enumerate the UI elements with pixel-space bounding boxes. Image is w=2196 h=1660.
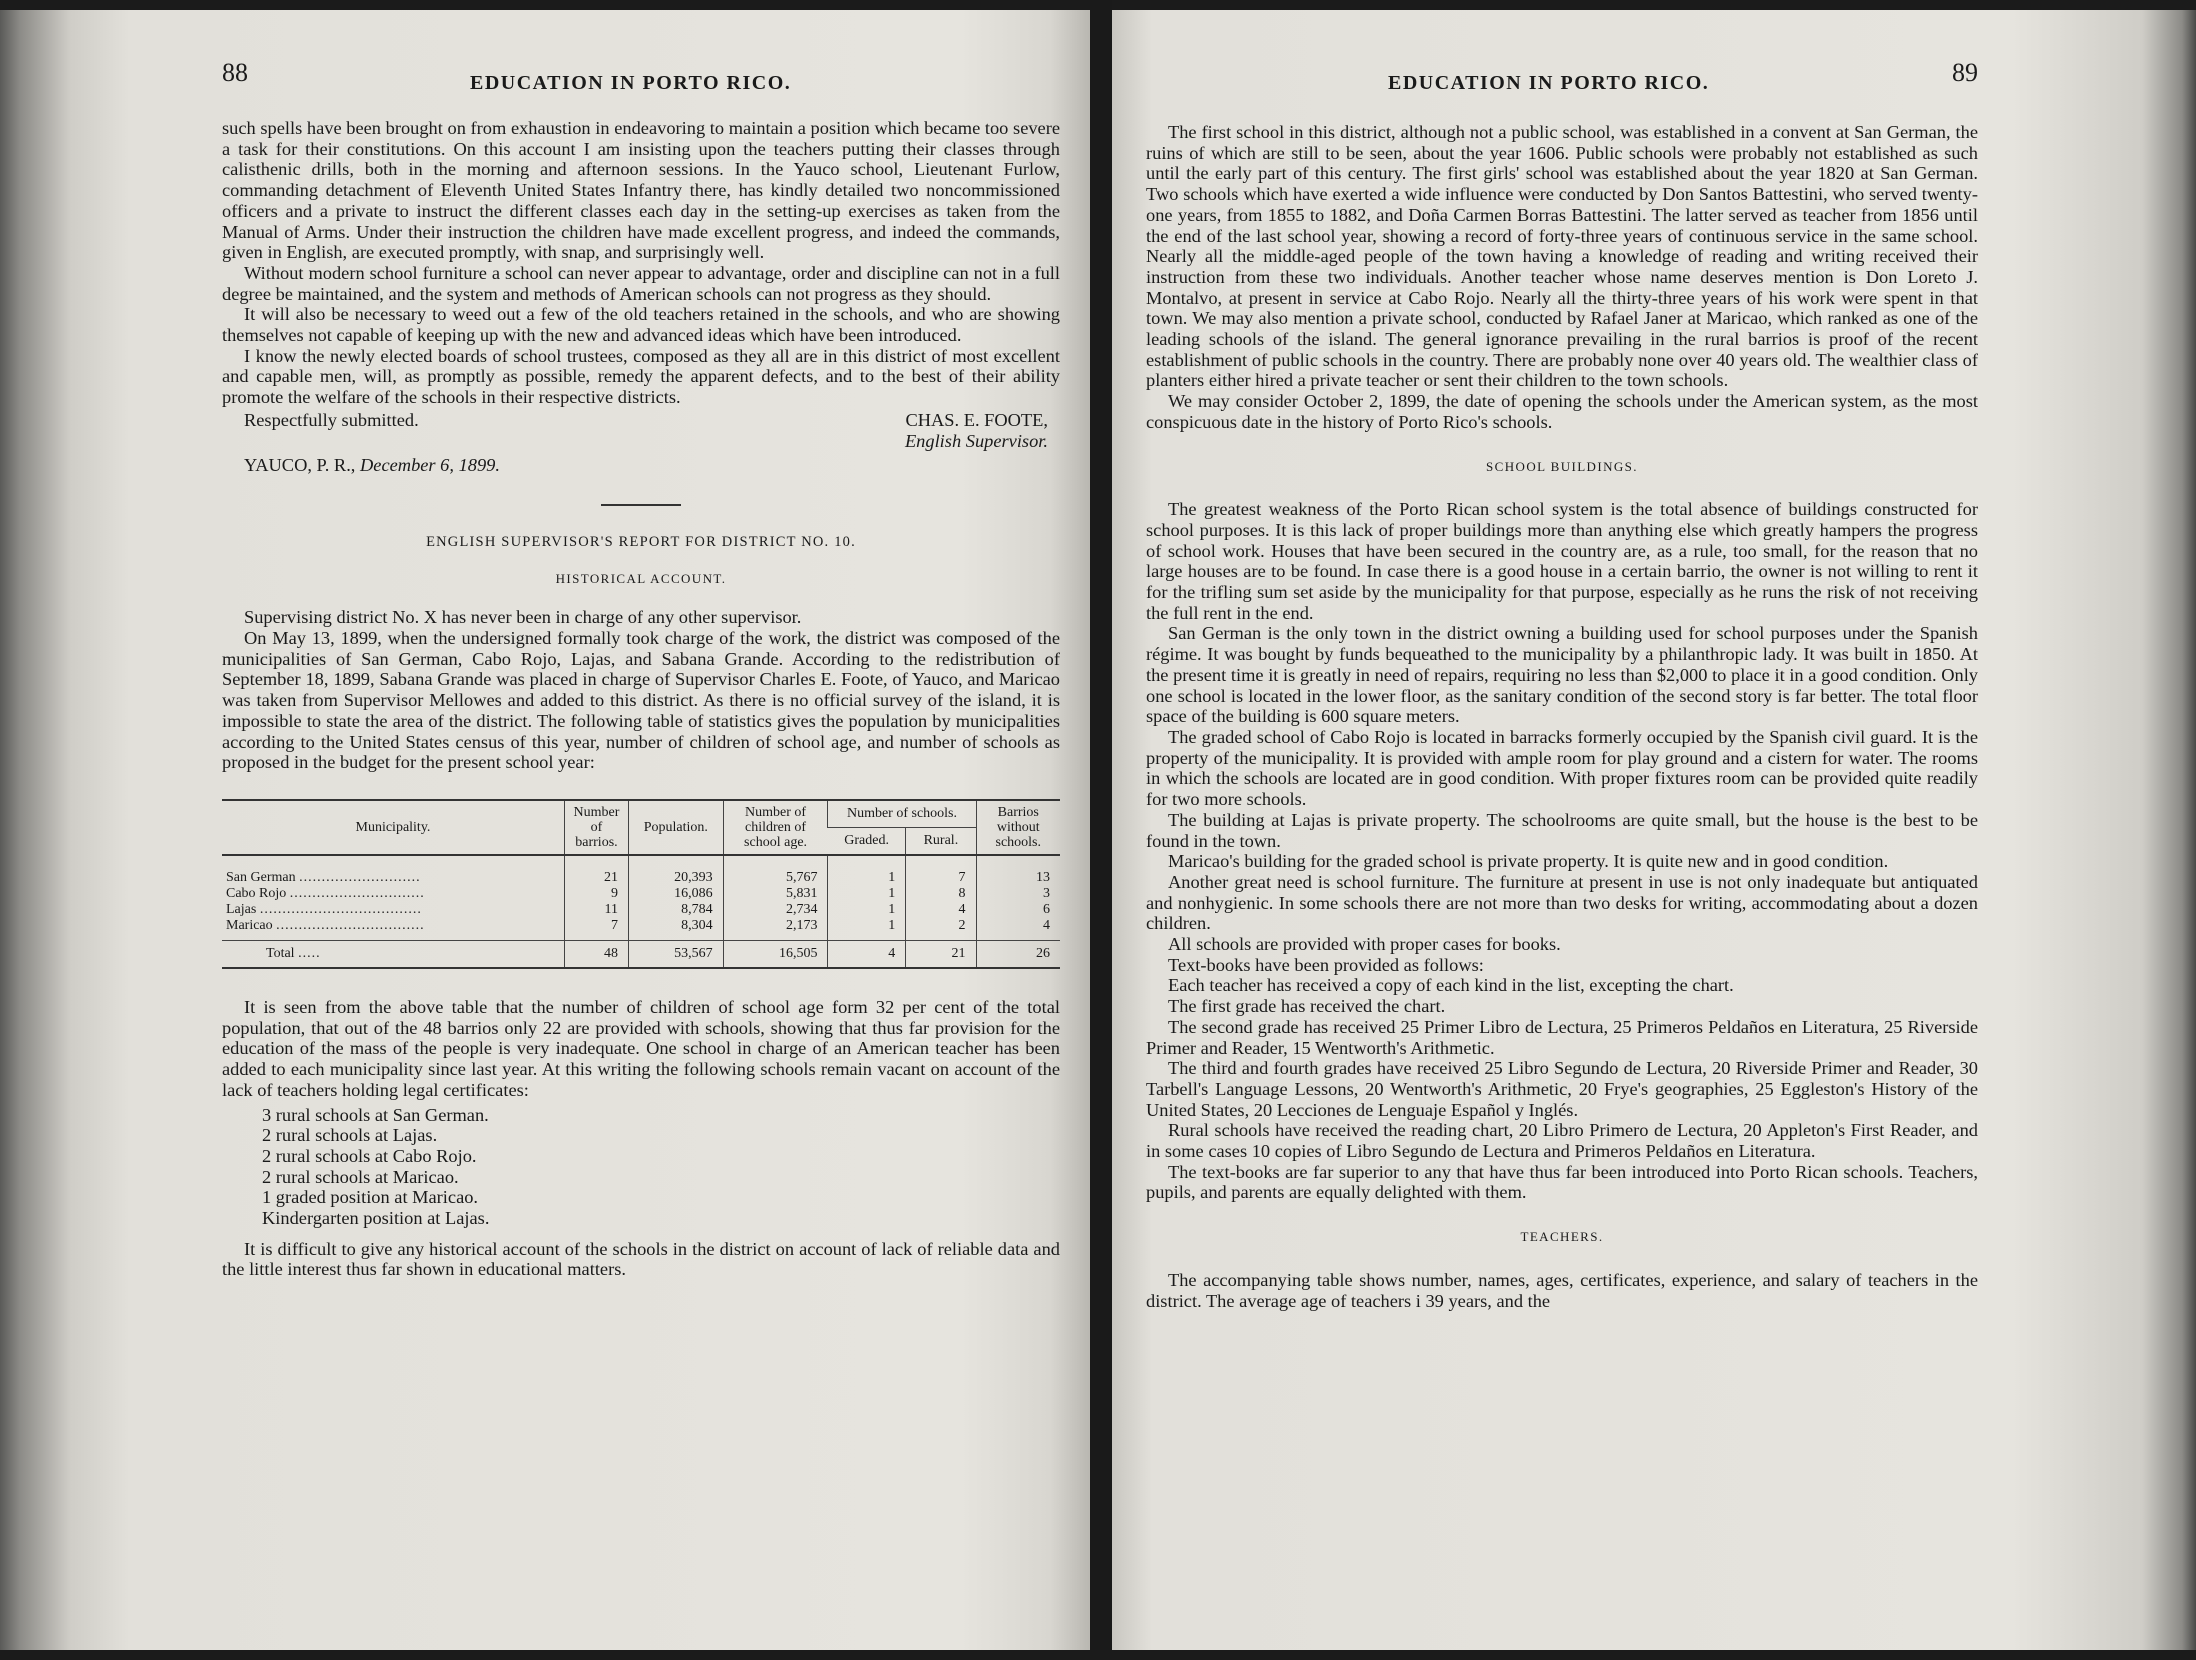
place: YAUCO, P. R., <box>244 455 356 476</box>
col-municipality: Municipality. <box>222 800 564 855</box>
paragraph: I know the newly elected boards of school trustees, composed as they all are in this district of most excellent and capable men, will, as promptly as possible, remedy the apparent defects, and to the best of their ability promote the welfare of the schools in their respective districts. <box>222 345 1060 408</box>
table-row: Maricao ................................. 7 8,304 2,173 1 2 4 <box>222 918 1060 941</box>
signer-title: English Supervisor. <box>904 430 1048 451</box>
cell-name: Total <box>266 945 295 961</box>
cell: 8,304 <box>629 918 724 941</box>
list-item: 2 rural schools at Cabo Rojo. <box>262 1145 477 1166</box>
list-item: 3 rural schools at San German. <box>262 1104 489 1125</box>
section-heading: HISTORICAL ACCOUNT. <box>555 570 727 586</box>
col-schools-group: Number of schools. <box>828 800 976 828</box>
col-barrios: Number of barrios. <box>564 800 628 855</box>
col-without: Barrios without schools. <box>976 800 1060 855</box>
list-item: 2 rural schools at Maricao. <box>262 1166 459 1187</box>
page-number: 88 <box>222 58 248 87</box>
cell: 5,767 <box>723 855 828 886</box>
paragraph: On May 13, 1899, when the undersigned formally took charge of the work, the district was composed of the municipalities of San German, Cabo Rojo, Lajas, and Sabana Grande. According to the redistribution of September 18, 1899, Sabana Grande was placed in charge of Supervisor Charles E. Foote, of Yauco, and Maricao was taken from Supervisor Mellowes and added to this district. As there is no official survey of the island, it is impossible to state the area of the district. The following table of statistics gives the population by municipalities according to the United States census of this year, number of children of school age, and number of schools as proposed in the budget for the present school year: <box>222 628 1060 773</box>
cell: 1 <box>828 886 906 902</box>
cell: 4 <box>976 918 1060 941</box>
cell: 21 <box>906 940 976 968</box>
section-heading: SCHOOL BUILDINGS. <box>1486 458 1638 474</box>
cell: 48 <box>564 940 628 968</box>
col-rural: Rural. <box>906 827 976 855</box>
paragraph: such spells have been brought on from exhaustion in endeavoring to maintain a position which became too severe a task for their constitutions. On this account I am insisting upon the teachers putting their classes through calisthenic drills, both in the morning and afternoon sessions. In the Yauco school, Lieutenant Furlow, commanding detachment of Eleventh United States Infantry there, has kindly detailed two noncommissioned officers and a private to instruct the different classes each day in the setting-up exercises as taken from the Manual of Arms. Under their instruction the children have made excellent progress, and indeed the commands, given in English, are executed promptly, with snap, and surprisingly well. <box>222 118 1060 263</box>
cell: 2 <box>906 918 976 941</box>
left-text-column <box>222 118 1060 1280</box>
list-item: 2 rural schools at Lajas. <box>262 1125 438 1146</box>
table-total-row: Total ..... 48 53,567 16,505 4 21 26 <box>222 940 1060 968</box>
col-population: Population. <box>629 800 724 855</box>
right-text-column <box>1146 122 1978 1311</box>
page-number: 89 <box>1952 58 1978 87</box>
paragraph: The first grade has received the chart. <box>1168 996 1446 1017</box>
paragraph: San German is the only town in the district owning a building used for school purposes under the Spanish régime. It was bought by funds bequeathed to the municipality by a philanthropic lady. It was built in 1850. At the present time it is greatly in need of repairs, requiring no less than $2,000 to place it in a good condition. Only one school is located in the lower floor, as the sanitary condition of the second story is far better. The total floor space of the building is 600 square meters. <box>1146 623 1978 727</box>
paragraph: Each teacher has received a copy of each kind in the list, excepting the chart. <box>1168 975 1734 996</box>
cell-name: Cabo Rojo <box>226 885 287 901</box>
cell: 2,734 <box>723 902 828 918</box>
cell-name: San German <box>226 869 296 885</box>
date: December 6, 1899. <box>360 455 500 476</box>
cell: 13 <box>976 855 1060 886</box>
cell: 1 <box>828 918 906 941</box>
paragraph: Supervising district No. X has never been in charge of any other supervisor. <box>244 607 802 628</box>
paragraph: The text-books are far superior to any that have thus far been introduced into Porto Rican schools. Teachers, pupils, and parents are equally delighted with them. <box>1146 1161 1978 1203</box>
paragraph: The second grade has received 25 Primer Libro de Lectura, 25 Primeros Peldaños en Literatura, 25 Riverside Primer and Reader, 15 Wentworth's Arithmetic. <box>1146 1016 1978 1058</box>
paragraph: All schools are provided with proper cases for books. <box>1168 934 1561 955</box>
col-graded: Graded. <box>828 827 906 855</box>
cell: 6 <box>976 902 1060 918</box>
scan-bottom-edge <box>0 1650 2196 1660</box>
paragraph: The third and fourth grades have received 25 Libro Segundo de Lectura, 20 Riverside Primer and Reader, 30 Tarbell's Language Lessons, 20 Wentworth's Arithmetic, 20 Frye's geographies, 25 Eggleston's History of the United States, 20 Lecciones de Lenguaje Español y Inglés. <box>1146 1058 1978 1120</box>
list-item: Kindergarten position at Lajas. <box>262 1208 490 1229</box>
paragraph: The first school in this district, although not a public school, was established in a convent at San German, the ruins of which are still to be seen, about the year 1606. Public schools were probably not established as such until the early part of this century. The first girls' school was established about the year 1820 at San German. Two schools which have exerted a wide influence were conducted by Don Santos Battestini, who served twenty-one years, from 1855 to 1882, and Doña Carmen Borras Battestini. The latter served as teacher from 1856 until the end of the last school year, showing a record of forty-three years of continuous service in the same school. Nearly all the middle-aged people of the town having a knowledge of reading and writing received their instruction from these two individuals. Another teacher whose name deserves mention is Don Loreto J. Montalvo, at present in service at Cabo Rojo. Nearly all the thirty-three years of his work were spent in that town. We may also mention a private school, conducted by Rafael Janer at Maricao, which ranked as one of the leading schools of the island. The general ignorance prevailing in the rural barrios is proof of the recent establishment of public schools in the country. There are probably none over 40 years old. The wealthier class of planters either hired a private teacher or sent their children to the town schools. <box>1146 122 1978 391</box>
paragraph: Rural schools have received the reading chart, 20 Libro Primero de Lectura, 20 Appleton's First Reader, and in some cases 10 copies of Libro Segundo de Lectura and Primeros Peldaños en Literatura. <box>1146 1120 1978 1162</box>
col-children: Number of children of school age. <box>723 800 828 855</box>
cell: 5,831 <box>723 886 828 902</box>
cell: 3 <box>976 886 1060 902</box>
cell: 8,784 <box>629 902 724 918</box>
paragraph: Text-books have been provided as follows: <box>1168 954 1484 975</box>
closing: Respectfully submitted. <box>244 409 419 430</box>
left-page <box>0 10 1090 1650</box>
statistics-table <box>222 799 1060 969</box>
table-row: Lajas .................................... 11 8,784 2,734 1 4 6 <box>222 902 1060 918</box>
running-head: EDUCATION IN PORTO RICO. <box>1388 72 1710 94</box>
cell: 4 <box>906 902 976 918</box>
section-rule <box>601 504 681 506</box>
right-page <box>1112 10 2196 1650</box>
cell: 2,173 <box>723 918 828 941</box>
cell: 9 <box>564 886 628 902</box>
signature-block <box>222 410 1060 451</box>
paragraph: The building at Lajas is private property. The schoolrooms are quite small, but the house is the best to be found in the town. <box>1146 809 1978 851</box>
list-item: 1 graded position at Maricao. <box>262 1187 479 1208</box>
cell: 53,567 <box>629 940 724 968</box>
paragraph: Another great need is school furniture. The furniture at present in use is not only inadequate but antiquated and nonhygienic. In some schools there are not more than two desks for writing, accommodating about a dozen children. <box>1146 871 1978 934</box>
place-date <box>222 455 1060 476</box>
cell: 21 <box>564 855 628 886</box>
cell: 1 <box>828 855 906 886</box>
paragraph: Without modern school furniture a school can never appear to advantage, order and discipline can not in a full degree be maintained, and the system and methods of American schools can not progress as they should. <box>222 262 1060 304</box>
cell: 26 <box>976 940 1060 968</box>
cell-name: Lajas <box>226 901 257 917</box>
paragraph: The greatest weakness of the Porto Rican school system is the total absence of buildings constructed for school purposes. It is this lack of proper buildings more than anything else which greatly hampers the progress of school work. Houses that have been secured in the country are, as a rule, too small, for the reason that no large houses are to be found. In case there is a good house in a certain barrio, the owner is not willing to rent it for the trifling sum set aside by the municipality for that purpose, especially as he runs the risk of not receiving the full rent in the end. <box>1146 499 1978 623</box>
paragraph: It is difficult to give any historical account of the schools in the district on account of lack of reliable data and the little interest thus far shown in educational matters. <box>222 1238 1060 1280</box>
cell: 20,393 <box>629 855 724 886</box>
running-head: EDUCATION IN PORTO RICO. <box>470 72 792 94</box>
cell: 16,086 <box>629 886 724 902</box>
paragraph: It will also be necessary to weed out a few of the old teachers retained in the schools, and who are showing themselves not capable of keeping up with the new and advanced ideas which have been introduced. <box>222 304 1060 346</box>
cell: 1 <box>828 902 906 918</box>
paragraph: Maricao's building for the graded school is private property. It is quite new and in good condition. <box>1168 851 1889 872</box>
cell: 7 <box>564 918 628 941</box>
section-heading: TEACHERS. <box>1520 1229 1604 1245</box>
cell: 4 <box>828 940 906 968</box>
cell: 11 <box>564 902 628 918</box>
signer-name: CHAS. E. FOOTE, <box>905 409 1048 430</box>
cell: 7 <box>906 855 976 886</box>
paragraph: It is seen from the above table that the number of children of school age form 32 per cent of the total population, that out of the 48 barrios only 22 are provided with schools, showing that thus far provision for the education of the mass of the people is very inadequate. One school in charge of an American teacher has been added to each municipality since last year. At this writing the following schools remain vacant on account of the lack of teachers holding legal certificates: <box>222 996 1060 1100</box>
cell: 8 <box>906 886 976 902</box>
table-row: Cabo Rojo .............................. 9 16,086 5,831 1 8 3 <box>222 886 1060 902</box>
paragraph: The accompanying table shows number, names, ages, certificates, experience, and salary of teachers in the district. The average age of teachers i 39 years, and the <box>1146 1269 1978 1311</box>
book-gutter <box>1090 0 1112 1660</box>
cell: 16,505 <box>723 940 828 968</box>
vacancy-list <box>262 1105 1060 1229</box>
paragraph: The graded school of Cabo Rojo is located in barracks formerly occupied by the Spanish civil guard. It is the property of the municipality. It is provided with ample room for play ground and a cistern for water. The rooms in which the schools are located are in good condition. With proper fixtures room can be provided quite readily for two more schools. <box>1146 726 1978 810</box>
cell-name: Maricao <box>226 917 273 933</box>
paragraph: We may consider October 2, 1899, the date of opening the schools under the American system, as the most conspicuous date in the history of Porto Rico's schools. <box>1146 391 1978 432</box>
table-row: San German ........................... 21 20,393 5,767 1 7 13 <box>222 855 1060 886</box>
report-heading: ENGLISH SUPERVISOR'S REPORT FOR DISTRICT NO. 10. <box>426 533 856 550</box>
